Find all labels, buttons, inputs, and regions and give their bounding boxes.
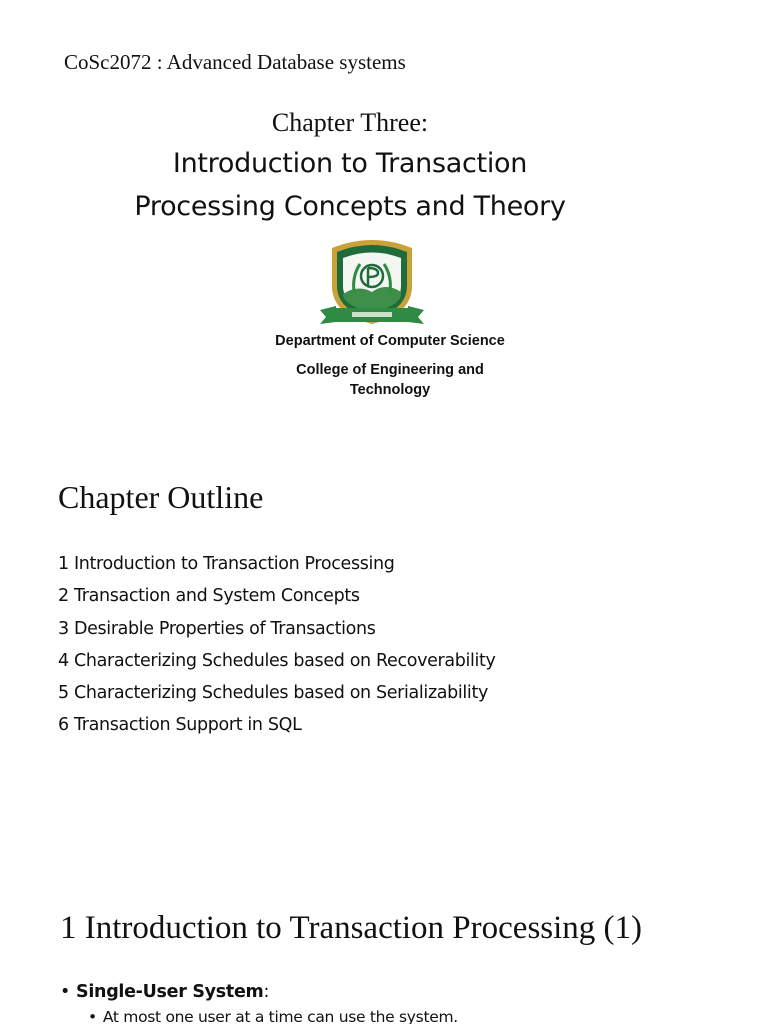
outline-item: 1 Introduction to Transaction Processing bbox=[58, 554, 395, 574]
outline-list bbox=[58, 548, 496, 742]
outline-item: 2 Transaction and System Concepts bbox=[58, 586, 360, 607]
course-code: CoSc2072 : Advanced Database systems bbox=[64, 50, 406, 74]
chapter-title-line-1: Introduction to Transaction bbox=[172, 148, 528, 179]
outline-item: 3 Desirable Properties of Transactions bbox=[58, 618, 376, 639]
outline-item: 4 Characterizing Schedules based on Recoverability bbox=[58, 650, 496, 671]
intro-slide bbox=[0, 860, 768, 1024]
chapter-label: Chapter Three: bbox=[271, 108, 429, 137]
outline-item: 5 Characterizing Schedules based on Serializability bbox=[58, 683, 488, 704]
sub-bullet-text: At most one user at a time can use the system. bbox=[102, 1008, 458, 1024]
title-slide bbox=[0, 0, 768, 440]
outline-slide bbox=[0, 440, 768, 860]
university-seal-icon bbox=[318, 234, 426, 330]
bullet-dot: • bbox=[60, 982, 71, 1002]
outline-title: Chapter Outline bbox=[58, 479, 264, 515]
department-name: Department of Computer Science bbox=[275, 333, 505, 349]
sub-bullet bbox=[88, 1008, 458, 1024]
college-name bbox=[0, 360, 768, 400]
bullet-single-user bbox=[60, 982, 269, 1002]
section-title: 1 Introduction to Transaction Processing (1) bbox=[60, 910, 643, 946]
bullet-colon: : bbox=[263, 982, 270, 1002]
chapter-title bbox=[0, 142, 700, 228]
chapter-title-line-2: Processing Concepts and Theory bbox=[134, 191, 566, 222]
sub-bullet-dot: • bbox=[88, 1008, 97, 1024]
college-name-line-1: College of Engineering and bbox=[296, 362, 484, 378]
outline-item: 6 Transaction Support in SQL bbox=[58, 715, 302, 736]
college-name-line-2: Technology bbox=[349, 382, 431, 398]
bullet-term: Single-User System bbox=[76, 982, 264, 1002]
